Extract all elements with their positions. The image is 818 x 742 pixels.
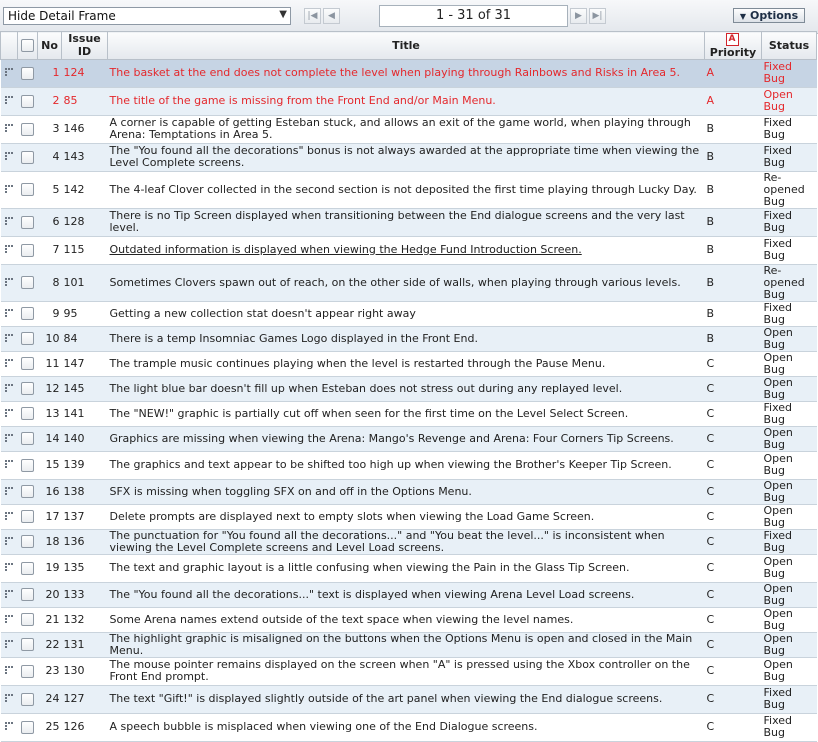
issue-title[interactable]: A speech bubble is misplaced when viewing one of the End Dialogue screens. xyxy=(108,713,705,741)
dropdown-arrow-icon: ▼ xyxy=(279,9,287,20)
grid-toolbar xyxy=(0,0,818,34)
row-checkbox-cell[interactable] xyxy=(18,87,38,115)
issue-id: 145 xyxy=(62,376,108,401)
issue-priority: B xyxy=(705,143,762,171)
issue-priority: A xyxy=(705,59,762,87)
row-number: 22 xyxy=(38,632,62,657)
issue-status: Fixed Bug xyxy=(762,143,817,171)
table-row[interactable] xyxy=(1,529,817,554)
table-row[interactable] xyxy=(1,607,817,632)
row-checkbox-cell[interactable] xyxy=(18,479,38,504)
drag-handle-icon[interactable] xyxy=(1,208,18,236)
priority-sort-icon: A xyxy=(726,33,739,46)
row-checkbox[interactable] xyxy=(21,665,34,678)
row-checkbox[interactable] xyxy=(21,693,34,706)
row-number: 4 xyxy=(38,143,62,171)
issue-id: 139 xyxy=(62,451,108,479)
issue-id: 130 xyxy=(62,657,108,685)
header-drag xyxy=(1,32,18,60)
page-indicator: 1 - 31 of 31 xyxy=(379,5,568,27)
row-checkbox-cell[interactable] xyxy=(18,351,38,376)
drag-handle-icon[interactable] xyxy=(1,657,18,685)
issue-title[interactable]: The light blue bar doesn't fill up when Esteban does not stress out during any replayed level. xyxy=(108,376,705,401)
row-checkbox[interactable] xyxy=(21,307,34,320)
issue-id: 131 xyxy=(62,632,108,657)
issue-status: Open Bug xyxy=(762,376,817,401)
issue-priority: C xyxy=(705,426,762,451)
row-checkbox[interactable] xyxy=(21,67,34,80)
issue-priority: C xyxy=(705,713,762,741)
issue-priority: C xyxy=(705,685,762,713)
row-checkbox-cell[interactable] xyxy=(18,426,38,451)
issue-priority: C xyxy=(705,401,762,426)
table-row[interactable] xyxy=(1,685,817,713)
drag-handle-icon[interactable] xyxy=(1,504,18,529)
drag-handle-icon[interactable] xyxy=(1,401,18,426)
row-number: 7 xyxy=(38,236,62,264)
issue-status: Fixed Bug xyxy=(762,115,817,143)
row-checkbox-cell[interactable] xyxy=(18,632,38,657)
row-checkbox[interactable] xyxy=(21,382,34,395)
row-checkbox-cell[interactable] xyxy=(18,713,38,741)
header-status[interactable]: Status xyxy=(762,32,817,60)
table-row[interactable] xyxy=(1,301,817,326)
row-number: 12 xyxy=(38,376,62,401)
issue-id: 115 xyxy=(62,236,108,264)
issue-id: 126 xyxy=(62,713,108,741)
row-checkbox[interactable] xyxy=(21,244,34,257)
issue-priority: C xyxy=(705,607,762,632)
drag-handle-icon[interactable] xyxy=(1,115,18,143)
row-checkbox-cell[interactable] xyxy=(18,115,38,143)
issue-title[interactable]: The "You found all the decorations..." text is displayed when viewing Arena Level Load screens. xyxy=(108,582,705,607)
table-row[interactable] xyxy=(1,171,817,208)
issue-priority: B xyxy=(705,236,762,264)
row-number: 6 xyxy=(38,208,62,236)
drag-handle-icon[interactable] xyxy=(1,685,18,713)
header-issue-id[interactable]: Issue ID xyxy=(62,32,108,60)
issue-priority: C xyxy=(705,657,762,685)
row-checkbox-cell[interactable] xyxy=(18,236,38,264)
row-number: 13 xyxy=(38,401,62,426)
header-priority[interactable] xyxy=(705,32,762,60)
row-checkbox[interactable] xyxy=(21,638,34,651)
row-number: 9 xyxy=(38,301,62,326)
row-number: 20 xyxy=(38,582,62,607)
issue-priority: C xyxy=(705,504,762,529)
drag-handle-icon[interactable] xyxy=(1,426,18,451)
row-checkbox[interactable] xyxy=(21,510,34,523)
row-checkbox-cell[interactable] xyxy=(18,208,38,236)
row-checkbox[interactable] xyxy=(21,613,34,626)
issue-title[interactable]: The "NEW!" graphic is partially cut off when seen for the first time on the Level Select Screen. xyxy=(108,401,705,426)
issue-title[interactable]: The punctuation for "You found all the decorations..." and "You beat the level..." is inconsistent when viewing the Level Complete screens and Level Load screens. xyxy=(108,529,705,554)
row-number: 16 xyxy=(38,479,62,504)
issue-status: Open Bug xyxy=(762,632,817,657)
issue-title[interactable]: Outdated information is displayed when viewing the Hedge Fund Introduction Screen. xyxy=(108,236,705,264)
row-number: 17 xyxy=(38,504,62,529)
issue-title[interactable]: Delete prompts are displayed next to empty slots when viewing the Load Game Screen. xyxy=(108,504,705,529)
issue-id: 143 xyxy=(62,143,108,171)
issue-id: 142 xyxy=(62,171,108,208)
row-checkbox-cell[interactable] xyxy=(18,59,38,87)
issue-id: 132 xyxy=(62,607,108,632)
select-all-checkbox[interactable] xyxy=(21,39,34,52)
row-checkbox[interactable] xyxy=(21,721,34,734)
row-number: 5 xyxy=(38,171,62,208)
issue-status: Open Bug xyxy=(762,582,817,607)
drag-handle-icon[interactable] xyxy=(1,529,18,554)
drag-handle-icon[interactable] xyxy=(1,301,18,326)
table-row[interactable] xyxy=(1,87,817,115)
row-checkbox-cell[interactable] xyxy=(18,301,38,326)
issue-status: Open Bug xyxy=(762,426,817,451)
issue-title[interactable]: Getting a new collection stat doesn't appear right away xyxy=(108,301,705,326)
table-row[interactable] xyxy=(1,376,817,401)
issue-status: Open Bug xyxy=(762,504,817,529)
issue-status: Open Bug xyxy=(762,657,817,685)
table-row[interactable] xyxy=(1,504,817,529)
table-row[interactable] xyxy=(1,401,817,426)
table-row[interactable] xyxy=(1,657,817,685)
issue-priority: C xyxy=(705,632,762,657)
row-checkbox[interactable] xyxy=(21,276,34,289)
row-number: 19 xyxy=(38,554,62,582)
issue-id: 127 xyxy=(62,685,108,713)
table-row[interactable] xyxy=(1,351,817,376)
issue-id: 135 xyxy=(62,554,108,582)
row-checkbox[interactable] xyxy=(21,151,34,164)
table-row[interactable] xyxy=(1,632,817,657)
issue-title[interactable]: The mouse pointer remains displayed on the screen when "A" is pressed using the Xbox controller on the Front End prompt. xyxy=(108,657,705,685)
issue-title[interactable]: The basket at the end does not complete the level when playing through Rainbows and Risks in Area 5. xyxy=(108,59,705,87)
issue-title[interactable]: The title of the game is missing from the Front End and/or Main Menu. xyxy=(108,87,705,115)
row-checkbox-cell[interactable] xyxy=(18,657,38,685)
row-checkbox-cell[interactable] xyxy=(18,685,38,713)
options-button-label: Options xyxy=(749,9,799,22)
issue-title[interactable]: The text and graphic layout is a little confusing when viewing the Pain in the Glass Tip Screen. xyxy=(108,554,705,582)
row-number: 10 xyxy=(38,326,62,351)
issue-id: 147 xyxy=(62,351,108,376)
issue-title[interactable]: Graphics are missing when viewing the Arena: Mango's Revenge and Arena: Four Corners Tip Screens. xyxy=(108,426,705,451)
issue-id: 85 xyxy=(62,87,108,115)
detail-frame-select-value: Hide Detail Frame xyxy=(8,9,116,23)
grid-body xyxy=(1,59,817,741)
table-row[interactable] xyxy=(1,208,817,236)
drag-handle-icon[interactable] xyxy=(1,632,18,657)
row-checkbox[interactable] xyxy=(21,183,34,196)
options-button[interactable] xyxy=(733,8,805,23)
issue-status: Re-opened Bug xyxy=(762,171,817,208)
header-select-all[interactable] xyxy=(18,32,38,60)
issues-grid xyxy=(0,31,818,739)
issue-status: Fixed Bug xyxy=(762,401,817,426)
row-number: 23 xyxy=(38,657,62,685)
table-row[interactable] xyxy=(1,59,817,87)
first-page-icon[interactable]: |◀ xyxy=(304,8,321,24)
issue-priority: C xyxy=(705,451,762,479)
row-checkbox[interactable] xyxy=(21,459,34,472)
issue-priority: C xyxy=(705,479,762,504)
issue-priority: A xyxy=(705,87,762,115)
issue-priority: B xyxy=(705,208,762,236)
issue-id: 101 xyxy=(62,264,108,301)
drag-handle-icon[interactable] xyxy=(1,326,18,351)
issue-id: 136 xyxy=(62,529,108,554)
table-row[interactable] xyxy=(1,426,817,451)
row-checkbox-cell[interactable] xyxy=(18,326,38,351)
row-checkbox[interactable] xyxy=(21,216,34,229)
issue-id: 133 xyxy=(62,582,108,607)
table-row[interactable] xyxy=(1,143,817,171)
issue-priority: B xyxy=(705,301,762,326)
issue-title[interactable]: The 4-leaf Clover collected in the second section is not deposited the first time playing through Lucky Day. xyxy=(108,171,705,208)
row-number: 2 xyxy=(38,87,62,115)
issue-id: 84 xyxy=(62,326,108,351)
row-checkbox[interactable] xyxy=(21,485,34,498)
issue-status: Fixed Bug xyxy=(762,301,817,326)
row-checkbox[interactable] xyxy=(21,562,34,575)
issue-status: Open Bug xyxy=(762,607,817,632)
row-checkbox[interactable] xyxy=(21,357,34,370)
row-number: 18 xyxy=(38,529,62,554)
detail-frame-select[interactable] xyxy=(3,7,291,25)
table-row[interactable] xyxy=(1,582,817,607)
table-row[interactable] xyxy=(1,326,817,351)
prev-page-icon[interactable]: ◀ xyxy=(323,8,340,24)
row-checkbox-cell[interactable] xyxy=(18,504,38,529)
issue-title[interactable]: A corner is capable of getting Esteban stuck, and allows an exit of the game world, when playing through Arena: Temptations in Area 5. xyxy=(108,115,705,143)
issue-status: Fixed Bug xyxy=(762,685,817,713)
issue-priority: B xyxy=(705,326,762,351)
issue-title[interactable]: SFX is missing when toggling SFX on and off in the Options Menu. xyxy=(108,479,705,504)
row-checkbox[interactable] xyxy=(21,432,34,445)
issue-priority: B xyxy=(705,171,762,208)
issue-status: Open Bug xyxy=(762,554,817,582)
row-checkbox-cell[interactable] xyxy=(18,376,38,401)
row-number: 11 xyxy=(38,351,62,376)
issue-title[interactable]: The text "Gift!" is displayed slightly outside of the art panel when viewing the End dialogue screens. xyxy=(108,685,705,713)
issue-id: 138 xyxy=(62,479,108,504)
drag-handle-icon[interactable] xyxy=(1,87,18,115)
issue-title[interactable]: Some Arena names extend outside of the text space when viewing the level names. xyxy=(108,607,705,632)
row-checkbox[interactable] xyxy=(21,535,34,548)
row-checkbox-cell[interactable] xyxy=(18,529,38,554)
row-checkbox-cell[interactable] xyxy=(18,401,38,426)
row-number: 15 xyxy=(38,451,62,479)
drag-handle-icon[interactable] xyxy=(1,479,18,504)
row-checkbox-cell[interactable] xyxy=(18,171,38,208)
header-title[interactable]: Title xyxy=(108,32,705,60)
issue-id: 137 xyxy=(62,504,108,529)
table-row[interactable] xyxy=(1,554,817,582)
issue-title[interactable]: The graphics and text appear to be shifted too high up when viewing the Brother's Keeper Tip Screen. xyxy=(108,451,705,479)
issue-status: Fixed Bug xyxy=(762,59,817,87)
row-number: 24 xyxy=(38,685,62,713)
drag-handle-icon[interactable] xyxy=(1,351,18,376)
drag-handle-icon[interactable] xyxy=(1,713,18,741)
table-row[interactable] xyxy=(1,713,817,741)
row-checkbox-cell[interactable] xyxy=(18,451,38,479)
issue-priority: B xyxy=(705,115,762,143)
table-row[interactable] xyxy=(1,236,817,264)
header-priority-label: Priority xyxy=(709,45,757,59)
drag-handle-icon[interactable] xyxy=(1,607,18,632)
issue-status: Fixed Bug xyxy=(762,529,817,554)
row-number: 3 xyxy=(38,115,62,143)
row-number: 1 xyxy=(38,59,62,87)
issue-status: Open Bug xyxy=(762,451,817,479)
table-row[interactable] xyxy=(1,264,817,301)
drag-handle-icon[interactable] xyxy=(1,582,18,607)
chevron-down-icon: ▼ xyxy=(739,12,746,21)
issue-status: Fixed Bug xyxy=(762,208,817,236)
issue-id: 128 xyxy=(62,208,108,236)
issue-title[interactable]: There is a temp Insomniac Games Logo displayed in the Front End. xyxy=(108,326,705,351)
issue-priority: C xyxy=(705,529,762,554)
last-page-icon[interactable]: ▶| xyxy=(589,8,606,24)
issue-status: Open Bug xyxy=(762,351,817,376)
row-number: 21 xyxy=(38,607,62,632)
row-checkbox[interactable] xyxy=(21,588,34,601)
row-checkbox[interactable] xyxy=(21,332,34,345)
issue-id: 146 xyxy=(62,115,108,143)
row-number: 8 xyxy=(38,264,62,301)
next-page-icon[interactable]: ▶ xyxy=(570,8,587,24)
issue-priority: C xyxy=(705,376,762,401)
drag-handle-icon[interactable] xyxy=(1,264,18,301)
drag-handle-icon[interactable] xyxy=(1,554,18,582)
drag-handle-icon[interactable] xyxy=(1,376,18,401)
issue-priority: C xyxy=(705,554,762,582)
issue-title[interactable]: The "You found all the decorations" bonus is not always awarded at the appropriate time when viewing the Level Complete screens. xyxy=(108,143,705,171)
row-checkbox[interactable] xyxy=(21,123,34,136)
row-checkbox-cell[interactable] xyxy=(18,143,38,171)
row-checkbox[interactable] xyxy=(21,95,34,108)
issue-status: Open Bug xyxy=(762,87,817,115)
row-checkbox-cell[interactable] xyxy=(18,554,38,582)
issue-title[interactable]: Sometimes Clovers spawn out of reach, on the other side of walls, when playing through various levels. xyxy=(108,264,705,301)
issue-id: 140 xyxy=(62,426,108,451)
table-row[interactable] xyxy=(1,451,817,479)
issue-status: Fixed Bug xyxy=(762,236,817,264)
table-row[interactable] xyxy=(1,479,817,504)
issue-priority: C xyxy=(705,351,762,376)
row-number: 14 xyxy=(38,426,62,451)
issue-id: 124 xyxy=(62,59,108,87)
issue-id: 95 xyxy=(62,301,108,326)
drag-handle-icon[interactable] xyxy=(1,59,18,87)
row-checkbox[interactable] xyxy=(21,407,34,420)
row-checkbox-cell[interactable] xyxy=(18,582,38,607)
issue-status: Open Bug xyxy=(762,326,817,351)
issue-status: Fixed Bug xyxy=(762,713,817,741)
drag-handle-icon[interactable] xyxy=(1,451,18,479)
issue-title[interactable]: There is no Tip Screen displayed when transitioning between the End dialogue screens and the very last level. xyxy=(108,208,705,236)
drag-handle-icon[interactable] xyxy=(1,171,18,208)
issue-title[interactable]: The trample music continues playing when the level is restarted through the Pause Menu. xyxy=(108,351,705,376)
row-checkbox-cell[interactable] xyxy=(18,607,38,632)
row-checkbox-cell[interactable] xyxy=(18,264,38,301)
table-row[interactable] xyxy=(1,115,817,143)
header-no[interactable]: No xyxy=(38,32,62,60)
drag-handle-icon[interactable] xyxy=(1,143,18,171)
drag-handle-icon[interactable] xyxy=(1,236,18,264)
issue-status: Open Bug xyxy=(762,479,817,504)
issue-priority: C xyxy=(705,582,762,607)
issue-title[interactable]: The highlight graphic is misaligned on the buttons when the Options Menu is open and closed in the Main Menu. xyxy=(108,632,705,657)
issue-id: 141 xyxy=(62,401,108,426)
row-number: 25 xyxy=(38,713,62,741)
issue-status: Re-opened Bug xyxy=(762,264,817,301)
issue-priority: B xyxy=(705,264,762,301)
